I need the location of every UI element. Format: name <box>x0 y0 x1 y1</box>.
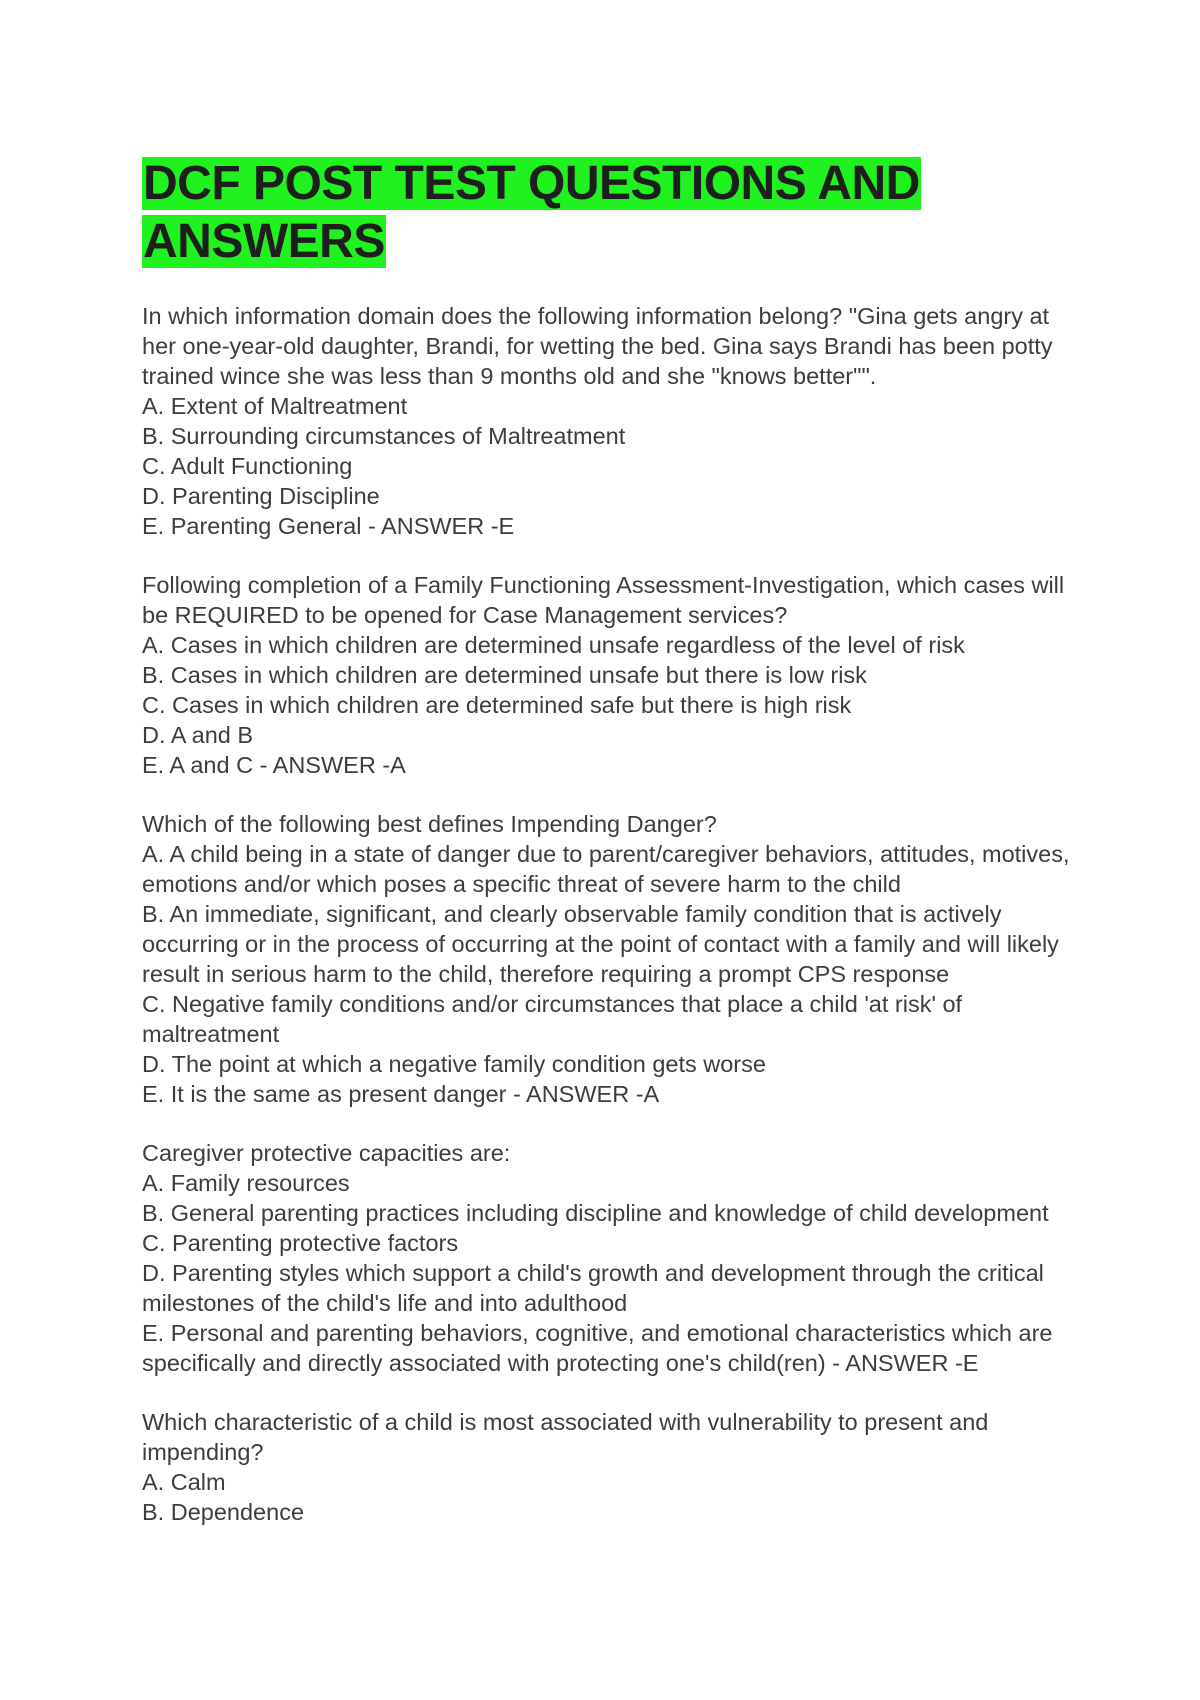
question-stem: Following completion of a Family Functioning Assessment-Investigation, which cases will be REQUIRED to be opened for Case Management services? <box>142 572 1065 628</box>
answer-option: B. General parenting practices including discipline and knowledge of child development <box>142 1200 1049 1226</box>
answer-option: E. A and C - ANSWER -A <box>142 752 406 778</box>
question-stem: Caregiver protective capacities are: <box>142 1140 511 1166</box>
answer-option: C. Negative family conditions and/or circumstances that place a child 'at risk' of maltreatment <box>142 991 963 1047</box>
answer-option: A. Calm <box>142 1469 226 1495</box>
document-page <box>142 155 1082 1556</box>
question-3 <box>142 809 1082 1109</box>
answer-option: B. Dependence <box>142 1499 305 1525</box>
answer-option: C. Parenting protective factors <box>142 1230 459 1256</box>
question-5 <box>142 1407 1082 1527</box>
answer-option: B. Surrounding circumstances of Maltreatment <box>142 423 626 449</box>
answer-option: D. The point at which a negative family condition gets worse <box>142 1051 766 1077</box>
question-stem: Which characteristic of a child is most associated with vulnerability to present and impending? <box>142 1409 989 1465</box>
question-stem: In which information domain does the following information belong? "Gina gets angry at her one-year-old daughter, Brandi, for wetting the bed. Gina says Brandi has been potty trained wince she was less than 9 months old and she "knows better"". <box>142 303 1053 389</box>
answer-option: D. A and B <box>142 722 254 748</box>
answer-option: E. Parenting General - ANSWER -E <box>142 513 515 539</box>
answer-option: C. Cases in which children are determined safe but there is high risk <box>142 692 852 718</box>
question-1 <box>142 301 1082 541</box>
answer-option: C. Adult Functioning <box>142 453 353 479</box>
question-2 <box>142 570 1082 780</box>
document-title <box>142 155 1082 271</box>
answer-option: A. Cases in which children are determined unsafe regardless of the level of risk <box>142 632 965 658</box>
question-stem: Which of the following best defines Impending Danger? <box>142 811 717 837</box>
answer-option: D. Parenting Discipline <box>142 483 380 509</box>
answer-option: A. Family resources <box>142 1170 350 1196</box>
title-highlight: DCF POST TEST QUESTIONS AND ANSWERS <box>143 157 920 268</box>
answer-option: B. Cases in which children are determined unsafe but there is low risk <box>142 662 867 688</box>
answer-option: A. A child being in a state of danger due to parent/caregiver behaviors, attitudes, motives, emotions and/or which poses a specific threat of severe harm to the child <box>142 841 1070 897</box>
answer-option: A. Extent of Maltreatment <box>142 393 408 419</box>
question-4 <box>142 1138 1082 1378</box>
answer-option: B. An immediate, significant, and clearly observable family condition that is actively occurring or in the process of occurring at the point of contact with a family and will likely result in serious harm to the child, therefore requiring a prompt CPS response <box>142 901 1059 987</box>
answer-option: D. Parenting styles which support a child's growth and development through the critical milestones of the child's life and into adulthood <box>142 1260 1044 1316</box>
answer-option: E. Personal and parenting behaviors, cognitive, and emotional characteristics which are specifically and directly associated with protecting one's child(ren) - ANSWER -E <box>142 1320 1053 1376</box>
answer-option: E. It is the same as present danger - ANSWER -A <box>142 1081 660 1107</box>
